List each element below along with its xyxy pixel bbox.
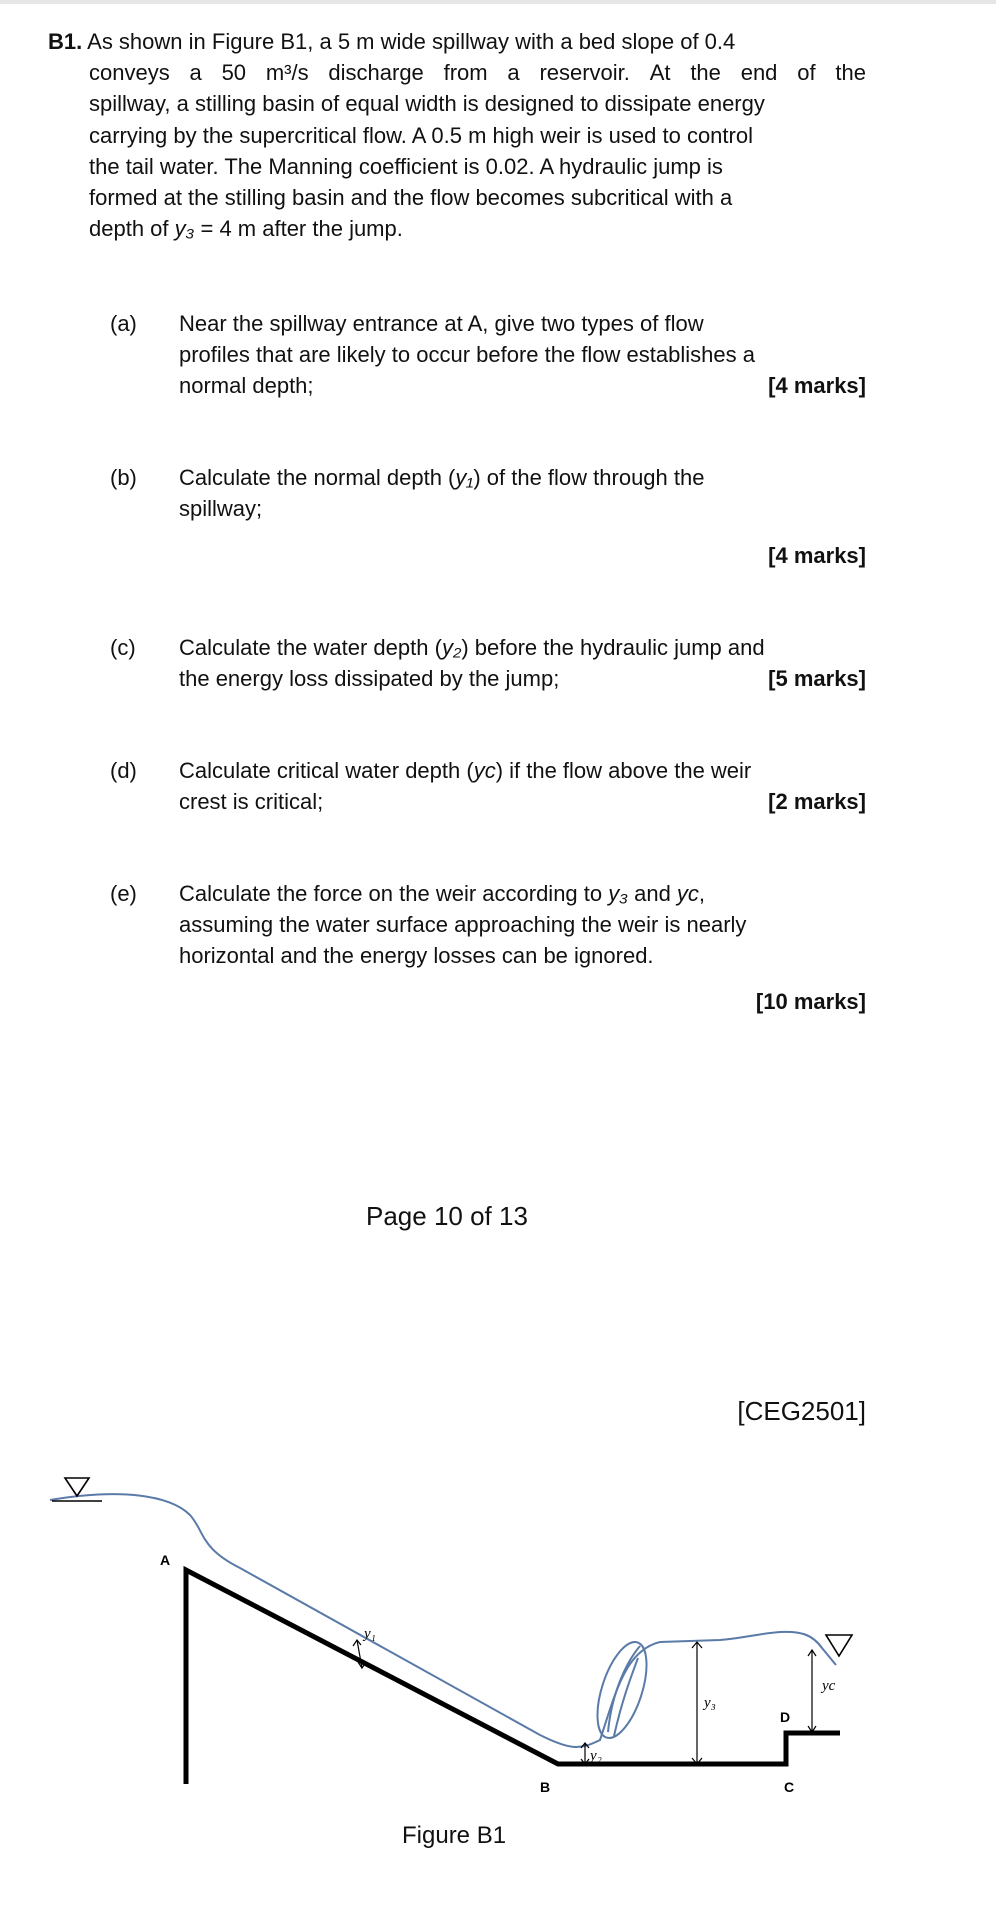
part-e-line-2: assuming the water surface approaching the weir is nearly — [179, 912, 747, 938]
part-e-marks: [10 marks] — [755, 988, 866, 1014]
label-y1: y₁ — [364, 1626, 376, 1642]
intro-line-4: carrying by the supercritical flow. A 0.5 m high weir is used to control — [89, 122, 753, 148]
part-e-label: (e) — [110, 881, 137, 906]
part-a-line-3: normal depth; — [179, 373, 314, 399]
part-c-line-2: the energy loss dissipated by the jump; — [179, 666, 560, 692]
part-c-marks: [5 marks] — [768, 666, 866, 692]
part-c-line-1: Calculate the water depth (y₂) before the hydraulic jump and — [179, 635, 765, 660]
label-yc: yc — [822, 1678, 836, 1694]
top-edge-shadow — [0, 0, 996, 4]
label-D: D — [780, 1709, 791, 1725]
part-d-line-1: Calculate critical water depth (yc) if the flow above the weir — [179, 758, 752, 783]
part-d-line-2: crest is critical; — [179, 789, 324, 815]
part-a-line-2: profiles that are likely to occur before the flow establishes a — [179, 342, 755, 368]
label-y3: y₃ — [704, 1695, 716, 1711]
part-d-marks: [2 marks] — [768, 789, 866, 815]
part-b-line-2: spillway; — [179, 496, 263, 522]
label-y2: y₂ — [590, 1748, 602, 1764]
part-c-label: (c) — [110, 635, 136, 660]
intro-line-7: depth of y₃ = 4 m after the jump. — [89, 216, 403, 242]
question-intro — [48, 26, 866, 244]
figure-b1 — [0, 1460, 996, 1820]
part-a-label: (a) — [110, 311, 137, 336]
label-B: B — [540, 1779, 551, 1795]
course-code: [CEG2501] — [737, 1396, 866, 1426]
intro-line-2: conveys a 50 m³/s discharge from a reservoir. At the end of the — [89, 60, 866, 86]
part-e-line-3: horizontal and the energy losses can be ignored. — [179, 943, 654, 969]
part-d-label: (d) — [110, 758, 137, 783]
intro-line-5: the tail water. The Manning coefficient is 0.02. A hydraulic jump is — [89, 153, 723, 179]
dimension-yc — [808, 1650, 816, 1732]
part-e-line-1: Calculate the force on the weir according to y₃ and yc, — [179, 881, 706, 906]
label-C: C — [784, 1779, 795, 1795]
water-level-triangle-icon — [826, 1635, 852, 1656]
spillway-bed — [186, 1570, 840, 1784]
hydraulic-jump-roller — [588, 1636, 657, 1743]
part-b-label: (b) — [110, 465, 137, 490]
label-A: A — [160, 1552, 171, 1568]
part-a-marks: [4 marks] — [768, 373, 866, 399]
dimension-y2 — [581, 1743, 589, 1764]
water-surface — [50, 1494, 836, 1747]
dimension-y3 — [692, 1642, 702, 1764]
intro-line-3: spillway, a stilling basin of equal width is designed to dissipate energy — [89, 91, 765, 117]
figure-caption: Figure B1 — [402, 1822, 507, 1849]
question-id: B1. — [48, 29, 83, 54]
page-number: Page 10 of 13 — [366, 1201, 528, 1231]
part-b-marks: [4 marks] — [768, 543, 866, 569]
intro-line-1: B1. As shown in Figure B1, a 5 m wide spillway with a bed slope of 0.4 — [48, 29, 736, 54]
part-a-line-1: Near the spillway entrance at A, give two types of flow — [179, 311, 704, 336]
intro-line-6: formed at the stilling basin and the flow becomes subcritical with a — [89, 185, 733, 211]
part-b-line-1: Calculate the normal depth (y₁) of the flow through the — [179, 465, 705, 490]
